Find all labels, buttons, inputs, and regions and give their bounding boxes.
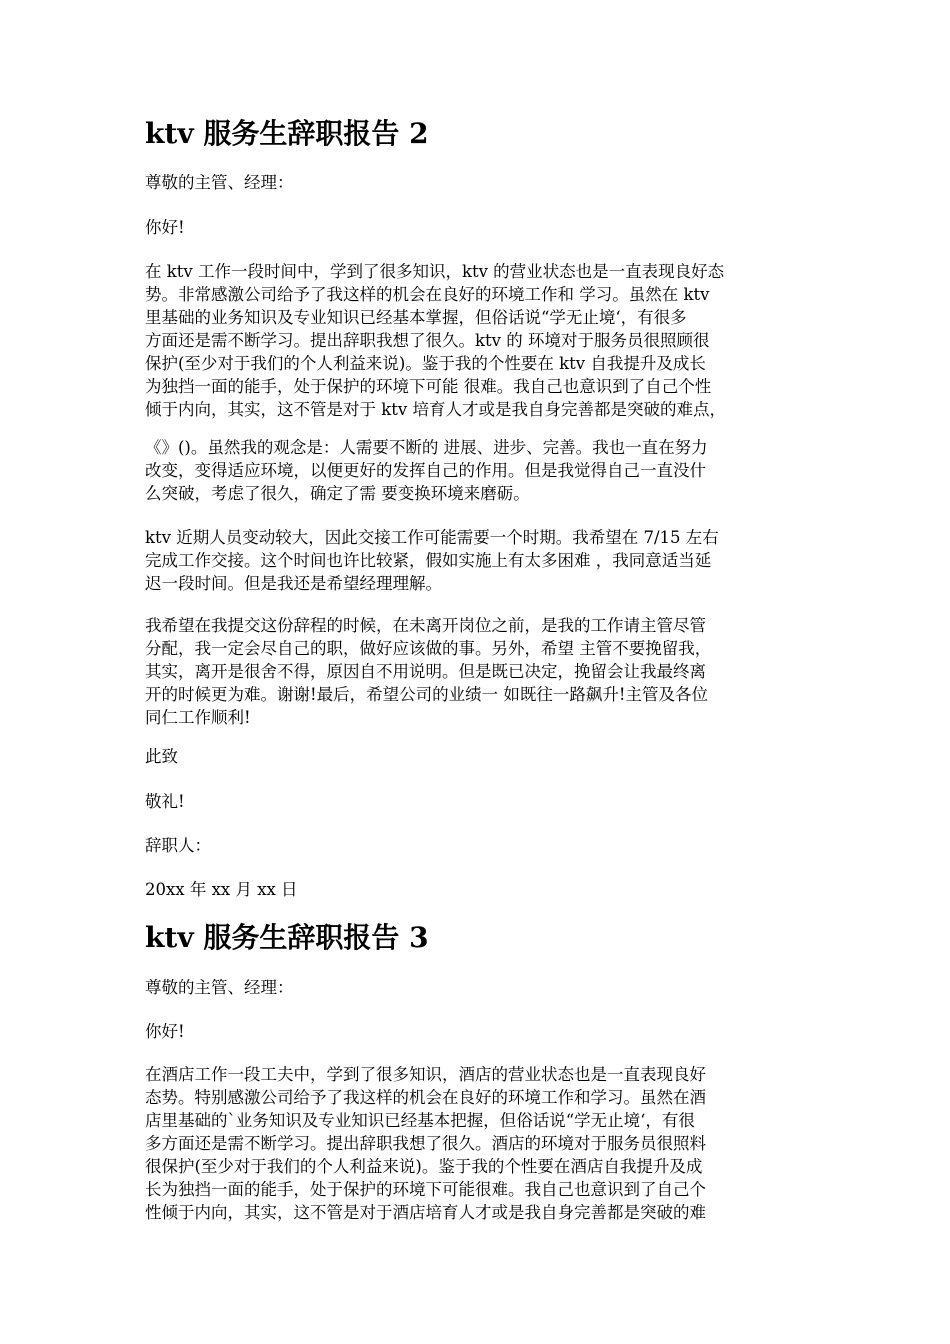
text-line: 保护(至少对于我们的个人利益来说)。鉴于我的个性要在 ktv 自我提升及成长 bbox=[145, 354, 706, 373]
text-line: 势。非常感激公司给予了我这样的机会在良好的环境工作和 学习。虽然在 ktv bbox=[145, 285, 710, 304]
text-line: 倾于内向，其实，这不管是对于 ktv 培育人才或是我自身完善都是突破的难点， bbox=[145, 400, 726, 419]
closing-line: 敬礼! bbox=[145, 792, 185, 811]
text-line: 改变，变得适应环境，以便更好的发挥自己的作用。但是我觉得自己一直没什 bbox=[145, 461, 706, 480]
text-line: 迟一段时间。但是我还是希望经理理解。 bbox=[145, 574, 442, 593]
text-line: 店里基础的`业务知识及专业知识已经基本把握，但俗话说“学无止境‘，有很 bbox=[145, 1111, 695, 1130]
text-line: 为独挡一面的能手，处于保护的环境下可能 很难。我自己也意识到了自己个性 bbox=[145, 377, 712, 396]
text-line: 开的时候更为难。谢谢!最后，希望公司的业绩一 如既往一路飙升!主管及各位 bbox=[145, 685, 709, 704]
report-title: ktv 服务生辞职报告 2 bbox=[145, 117, 429, 150]
greeting: 你好! bbox=[145, 1022, 185, 1041]
text-line: 完成工作交接。这个时间也许比较紧，假如实施上有太多困难 ，我同意适当延 bbox=[145, 551, 712, 570]
text-line: 么突破，考虑了很久，确定了需 要变换环境来磨砺。 bbox=[145, 484, 530, 503]
text-line: 分配，我一定会尽自己的职，做好应该做的事。另外，希望 主管不要挽留我， bbox=[145, 639, 712, 658]
text-line: 方面还是需不断学习。提出辞职我想了很久。ktv 的 环境对于服务员很照顾很 bbox=[145, 331, 710, 350]
text-line: 我希望在我提交这份辞程的时候，在未离开岗位之前，是我的工作请主管尽管 bbox=[145, 616, 706, 635]
text-line: 其实，离开是很舍不得，原因自不用说明。但是既已决定，挽留会让我最终离 bbox=[145, 662, 706, 681]
salutation: 尊敬的主管、经理： bbox=[145, 173, 294, 192]
text-line: 态势。特别感激公司给予了我这样的机会在良好的环境工作和学习。虽然在酒 bbox=[145, 1088, 706, 1107]
text-line: 同仁工作顺利! bbox=[145, 708, 251, 727]
text-line: ktv 近期人员变动较大，因此交接工作可能需要一个时期。我希望在 7/15 左右 bbox=[145, 528, 719, 547]
text-line: 在酒店工作一段工夫中，学到了很多知识，酒店的营业状态也是一直表现良好 bbox=[145, 1065, 706, 1084]
text-line: 里基础的业务知识及专业知识已经基本掌握，但俗话说“学无止境‘，有很多 bbox=[145, 308, 687, 327]
text-line: 《》()。虽然我的观念是：人需要不断的 进展、进步、完善。我也一直在努力 bbox=[145, 438, 708, 457]
report-title: ktv 服务生辞职报告 3 bbox=[145, 921, 429, 954]
signature-line: 辞职人： bbox=[145, 836, 211, 855]
text-line: 多方面还是需不断学习。提出辞职我想了很久。酒店的环境对于服务员很照料 bbox=[145, 1134, 706, 1153]
text-line: 长为独挡一面的能手，处于保护的环境下可能很难。我自己也意识到了自己个 bbox=[145, 1180, 706, 1199]
greeting: 你好! bbox=[145, 218, 185, 237]
salutation: 尊敬的主管、经理： bbox=[145, 978, 294, 997]
text-line: 在 ktv 工作一段时间中，学到了很多知识，ktv 的营业状态也是一直表现良好态 bbox=[145, 262, 725, 281]
closing-line: 此致 bbox=[145, 747, 178, 766]
date-line: 20xx 年 xx 月 xx 日 bbox=[145, 880, 298, 899]
text-line: 性倾于内向，其实，这不管是对于酒店培育人才或是我自身完善都是突破的难 bbox=[145, 1203, 706, 1222]
text-line: 很保护(至少对于我们的个人利益来说)。鉴于我的个性要在酒店自我提升及成 bbox=[145, 1157, 703, 1176]
